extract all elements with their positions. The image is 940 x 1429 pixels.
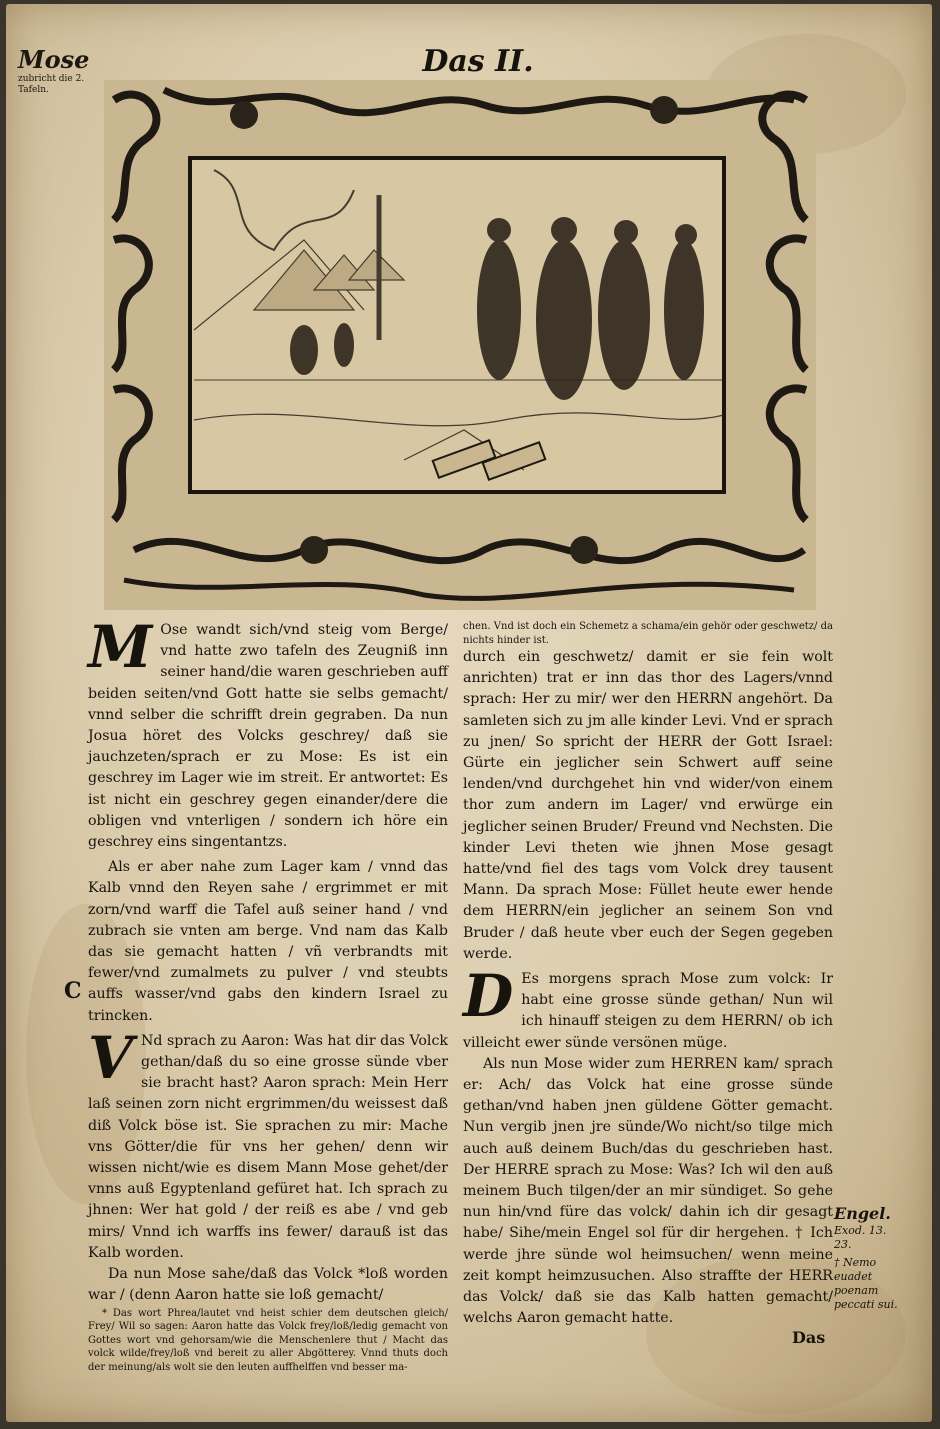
book-page [6,4,932,1422]
drop-cap: M [88,613,153,681]
footnote-continued: chen. Vnd ist doch ein Schemetz a schama/ein gehör oder geschwetz/ da nichts hinder ist. [463,621,833,646]
paragraph: durch ein geschwetz/ damit er sie fein wolt anrichten) trat er inn das thor des Lagers/vnnd sprach: Her zu mir/ wer den HERRN angehört. Da samleten sich zu jm alle kinder Levi. Vnd er sprach zu jnen/ So spricht der HERR der Gott Israel: Gürte ein jeglicher sein Schwert auff seine lenden/vnd durchgehet hin vnd wider/von einem thor zum andern im Lager/ vnd erwürge ein jeglicher seinen Bruder/ Freund vnd Nechsten. Die kinder Levi theten wie jhnen Mose gesagt hatte/vnd fiel des tags vom Volck drey tausent Mann. Da sprach Mose: Füllet heute ewer hende dem HERRN/ein jeglicher an seinem Son vnd Bruder / daß heute vber euch der Segen gegeben werde. [463,649,833,962]
running-head-left [18,45,108,96]
left-column [88,613,449,1374]
woodcut-illustration-icon [104,80,816,610]
paragraph: Als er aber nahe zum Lager kam / vnnd das Kalb vnnd den Reyen sahe / ergrimmet er mit zorn/vnd warff die Tafel auß seiner hand / vnd zubrach sie vnten am berge. Vnd nam das Kalb das sie gemacht hatten / vñ verbrandts mit fewer/vnd zumalmets zu pulver / vnd steubts auffs wasser/vnd gabs den kindern Israel zu trincken. [88,859,448,1024]
paragraph-text: Ose wandt sich/vnd steig vom Berge/ vnd hatte zwo tafeln des Zeugniß inn seiner hand/die waren geschrieben auff beiden seiten/vnd Gott hatte sie selbs gemacht/ vnnd selber die schrifft drein gegraben. Da nun Josua höret des Volcks geschrey/ daß sie jauchzeten/sprach er zu Mose: Es ist ein geschrey im Lager wie im streit. Er antwortet: Es ist nicht ein geschrey gegen einander/dere die obligen vnd vnterligen / sondern ich höre ein geschrey eins singentantzs. [88,622,448,851]
woodcut-illustration [104,80,816,610]
paragraph [88,1023,449,1264]
margin-note: Engel. [834,1204,891,1223]
margin-note: Exod. 13. 23. [834,1224,887,1251]
paragraph: Als nun Mose wider zum HERREN kam/ sprach er: Ach/ das Volck hat eine grosse sünde gethan/vnd haben jnen güldene Götter gemacht. Nun vergib jnen jre sünde/Wo nicht/so tilge mich auch auß deinem Buch/das du geschrieben hast. Der HERRE sprach zu Mose: Was? Ich wil den auß meinem Buch tilgen/der an mir sündiget. So gehe nun hin/vnd füre das volck/ dahin ich dir gesagt habe/ Sihe/mein Engel sol für dir hergehen. † Ich werde jhre sünde wol heimsuchen/ wenn meine zeit kompt heimzusuchen. Also straffte der HERR das Volck/ daß sie das Kalb hatten gemacht/ welchs Aaron gemacht hatte. [463,1055,833,1327]
catchword: Das [792,1328,826,1347]
margin-letter: C [64,978,82,1004]
paragraph [88,613,448,853]
margin-notes-right [834,1204,904,1312]
running-head-text: Mose [18,45,90,74]
paragraph-text: Es morgens sprach Mose zum volck: Ir habt eine grosse sünde gethan/ Nun wil ich hinauff steigen zu dem HERRN/ ob ich villeicht ewer sünde versönen müge. [463,971,833,1051]
paragraph-text: Nd sprach zu Aaron: Was hat dir das Volck gethan/daß du so eine grosse sünde vber sie bracht hast? Aaron sprach: Mein Herr laß seinen zorn nicht ergrimmen/du weissest daß diß Volck böse ist. Sie sprachen zu mir: Mache vns Götter/die für vns her gehen/ denn wir wissen nicht/wie es disem Mann Mose gehet/der vnns auß Egyptenland gefüret hat. Ich sprach zu jhnen: Wer hat gold / der reiß es abe / vnd geb mirs/ Vnnd ich warffs ins fewer/ darauß ist das Kalb worden. [88,1032,449,1261]
page-title: Das II. [422,44,534,79]
footnote: * Das wort Phrea/lautet vnd heist schier dem deutschen gleich/ Frey/ Wil so sagen: Aaron hatte das Volck frey/loß/ledig gemacht von Gottes wort vnd gehorsam/wie die Menschenlere thut / Macht das volck wilde/frey/loß vnd bereit zu aller Abgötterey. Vnnd thuts doch der meinung/als wolt sie den leuten auffhelffen vnd besser ma- [88,1307,448,1373]
paragraph: Da nun Mose sahe/daß das Volck *loß worden war / (denn Aaron hatte sie loß gemacht/ [88,1266,448,1304]
margin-note-top: zubricht die 2. Tafeln. [18,74,85,95]
drop-cap: D [463,962,514,1031]
margin-note: † Nemo euadet poenam peccati sui. [834,1256,898,1311]
drop-cap: V [88,1023,134,1092]
right-column [463,620,833,1330]
paragraph [463,962,833,1054]
